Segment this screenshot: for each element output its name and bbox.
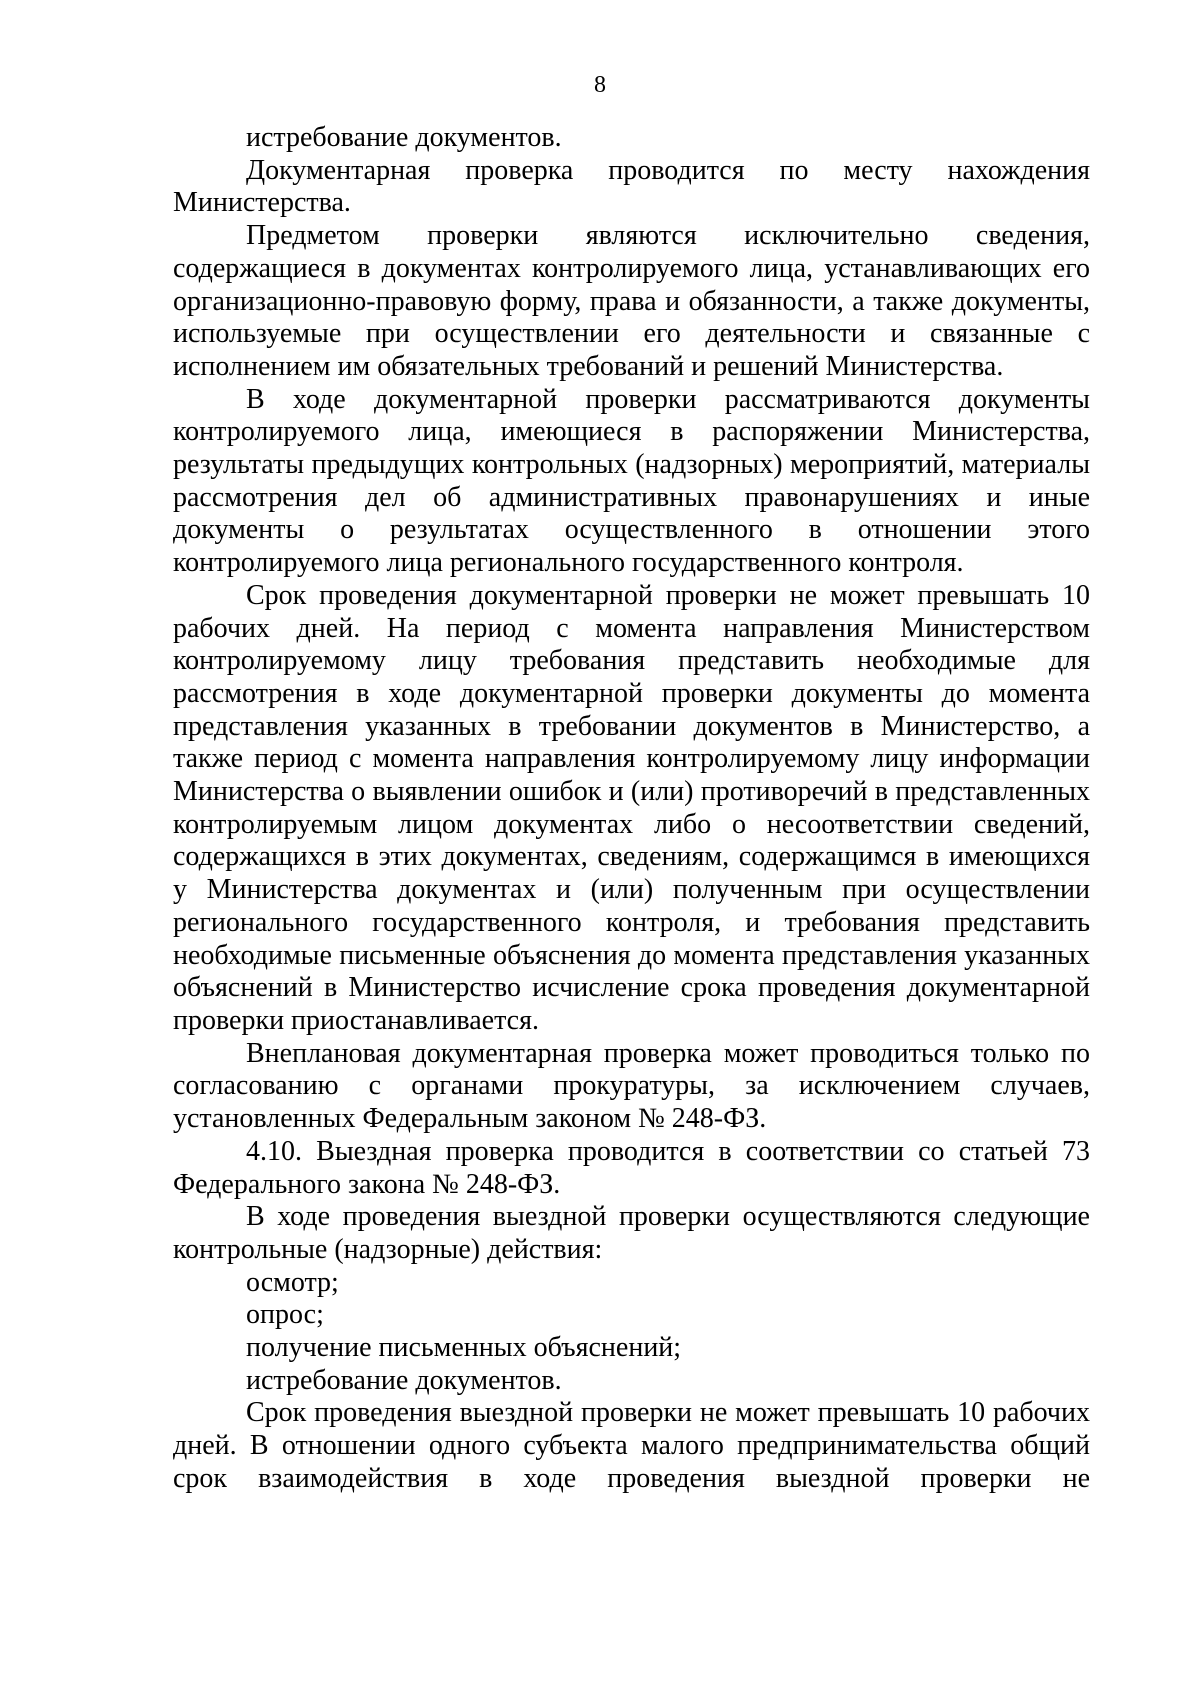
paragraph: истребование документов. [246,122,562,153]
paragraph: Документарная проверка проводится по месту нахождения Министерства. [173,154,1090,219]
paragraph: В ходе проведения выездной проверки осуществляются следующие контрольные (надзорные) действия: [173,1201,1090,1265]
page-number: 8 [594,72,606,98]
document-body [173,122,1090,1496]
paragraph: В ходе документарной проверки рассматриваются документы контролируемого лица, имеющиеся в распоряжении Министерства, результаты предыдущих контрольных (надзорных) мероприятий, материалы рассмотрения дел об административных правонарушениях и иные документы о результатах осуществленного в отношении этого контролируемого лица регионального государственного контроля. [173,383,1090,579]
paragraph: Срок проведения выездной проверки не может превышать 10 рабочих дней. В отношении одного субъекта малого предпринимательства общий срок взаимодействия в ходе проведения выездной проверки не [173,1397,1090,1494]
list-item: истребование документов. [246,1364,562,1396]
list-item: осмотр; [246,1266,339,1298]
list-item: получение письменных объяснений; [246,1332,682,1364]
section-paragraph-4-10: 4.10. Выездная проверка проводится в соответствии со статьей 73 Федерального закона № 248-ФЗ. [173,1135,1090,1200]
list-item: опрос; [246,1299,324,1331]
paragraph: Внеплановая документарная проверка может проводиться только по согласованию с органами прокуратуры, за исключением случаев, установленных Федеральным законом № 248-ФЗ. [173,1037,1090,1135]
paragraph: Предметом проверки являются исключительно сведения, содержащиеся в документах контролируемого лица, устанавливающих его организационно-правовую форму, права и обязанности, а также документы, используемые при осуществлении его деятельности и связанные с исполнением им обязательных требований и решений Министерства. [173,220,1090,382]
paragraph: Срок проведения документарной проверки не может превышать 10 рабочих дней. На период с момента направления Министерством контролируемому лицу требования представить необходимые для рассмотрения в ходе документарной проверки документы до момента представления указанных в требовании документов в Министерство, а также период с момента направления контролируемому лицу информации Министерства о выявлении ошибок и (или) противоречий в представленных контролируемым лицом документах либо о несоответствии сведений, содержащихся в этих документах, сведениям, содержащимся в имеющихся у Министерства документах и (или) полученным при осуществлении регионального государственного контроля, и требования представить необходимые письменные объяснения до момента представления указанных объяснений в Министерство исчисление срока проведения документарной проверки приостанавливается. [173,579,1090,1036]
